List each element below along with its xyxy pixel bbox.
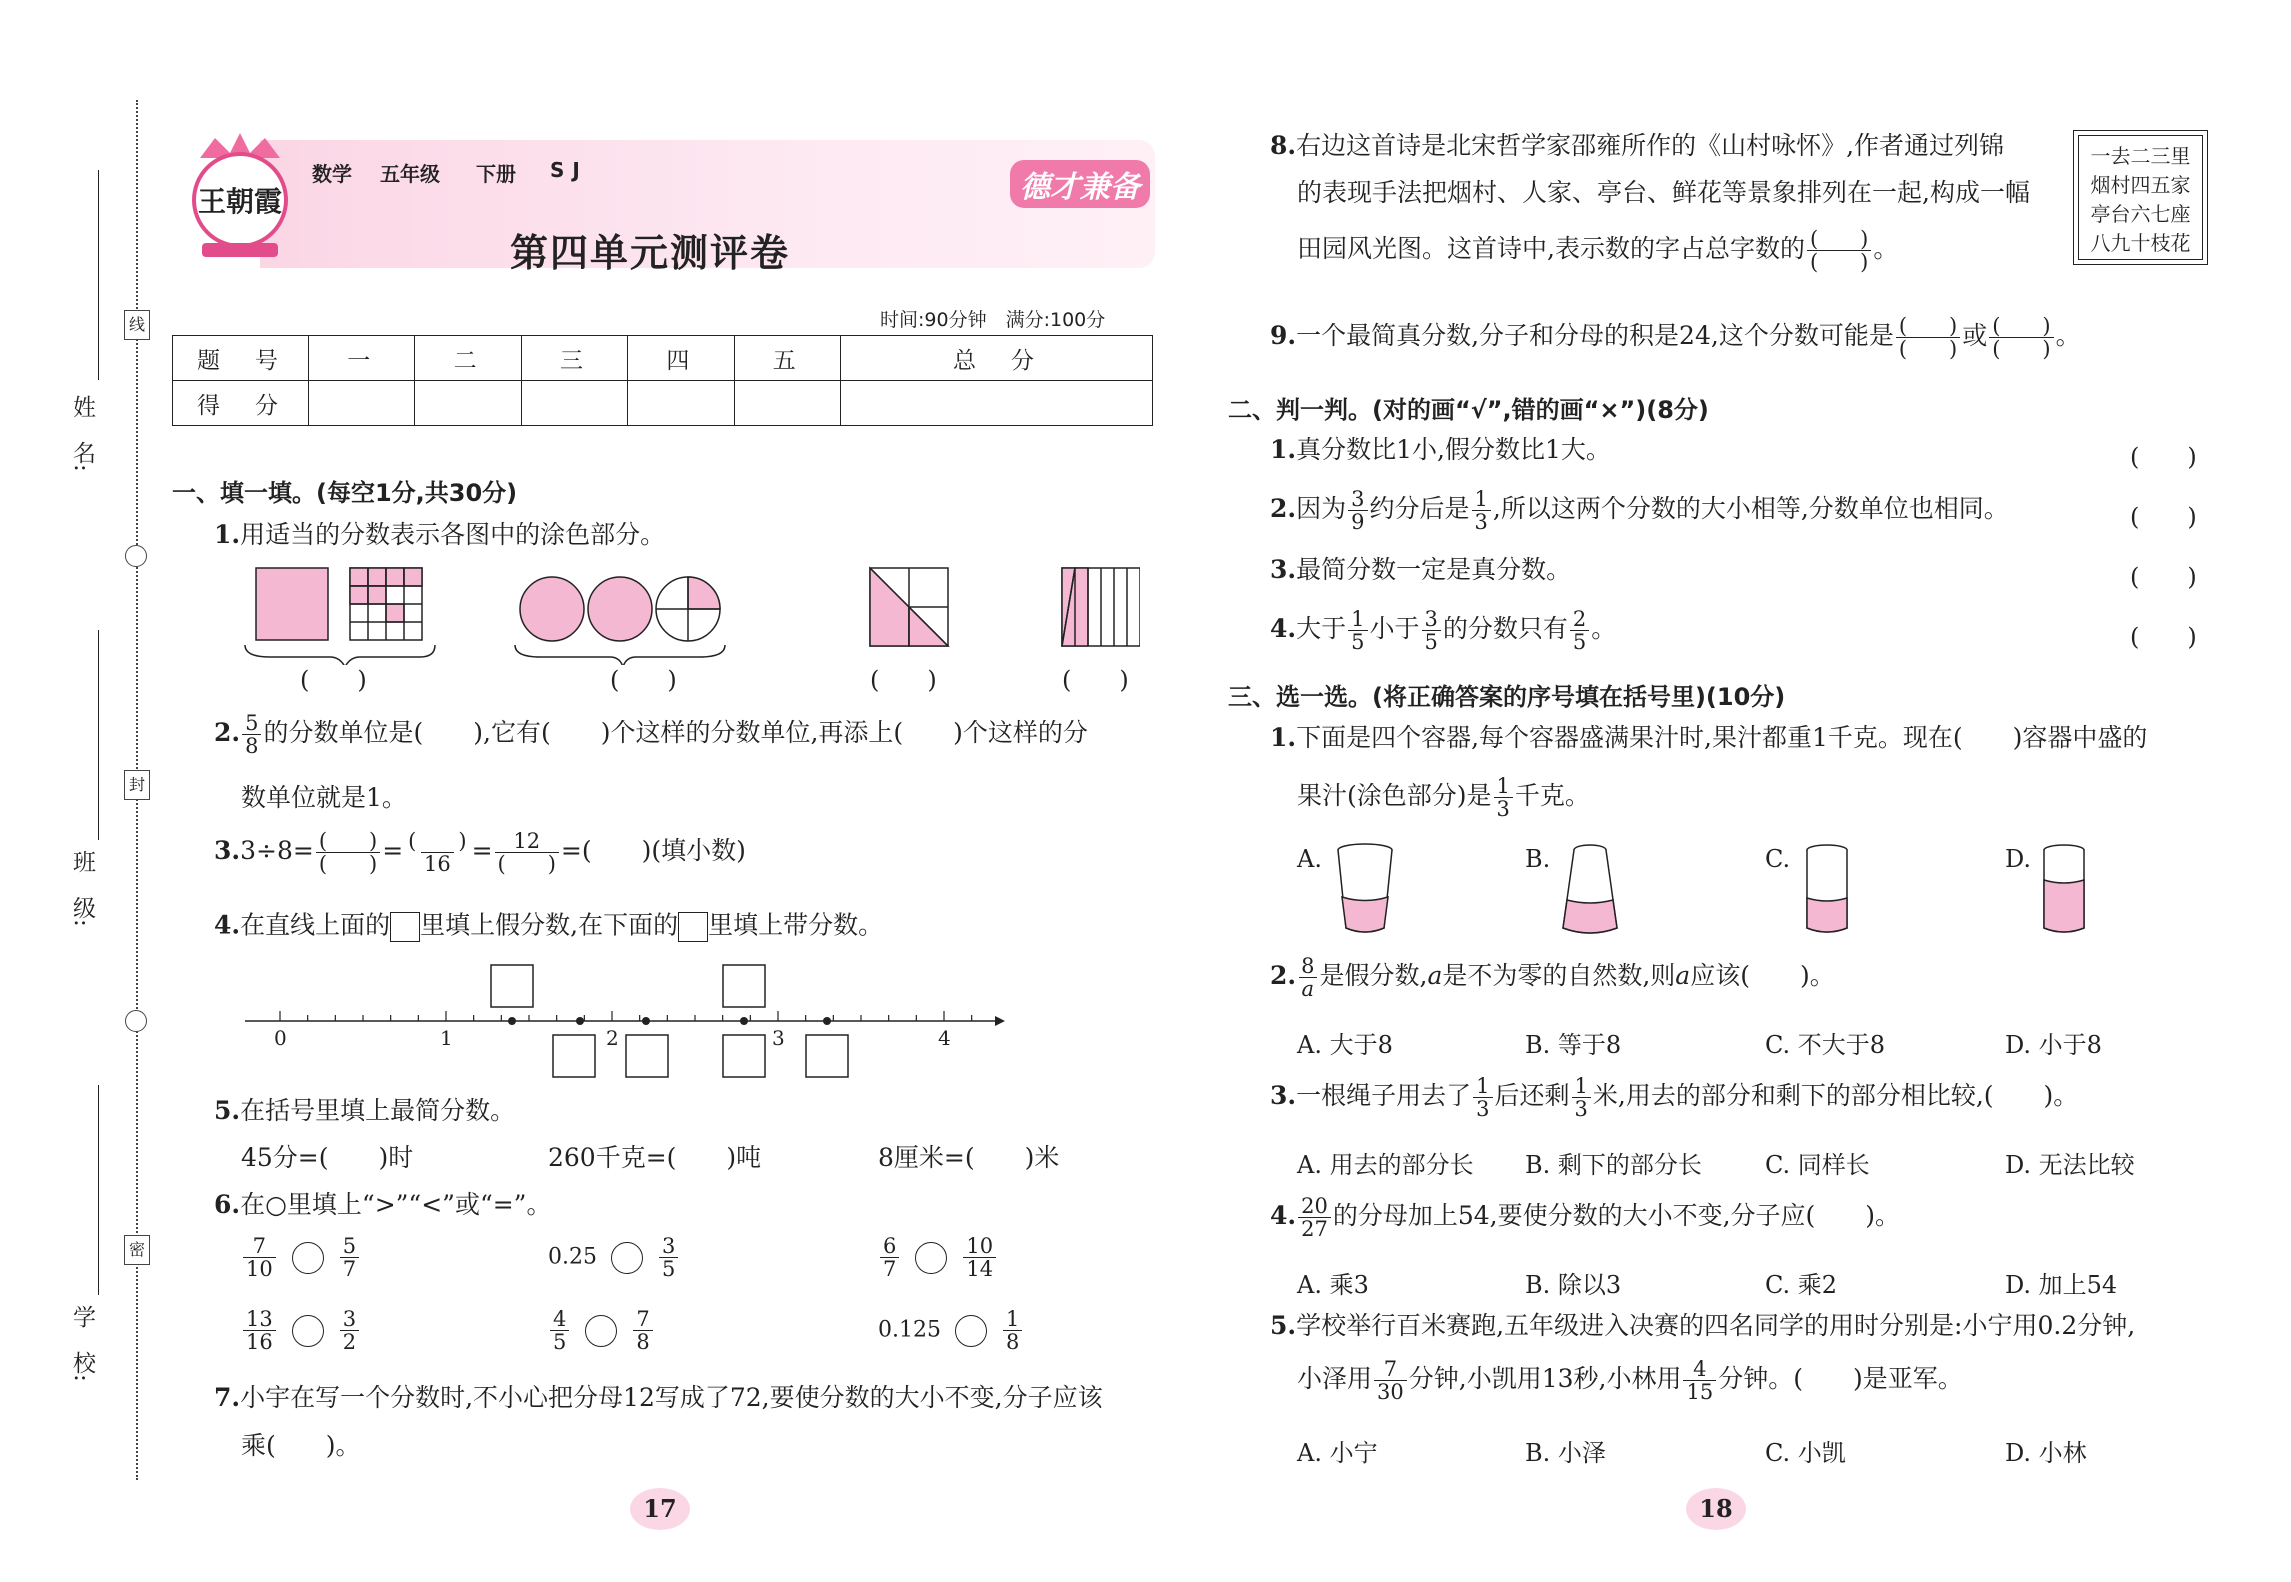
answer-fraction[interactable]: $\frac{( )}{( )}$ xyxy=(1989,315,2053,360)
q-text: 下面是四个容器,每个容器盛满果汁时,果汁都重1千克。现在( )容器中盛的 xyxy=(1296,723,2148,752)
section-2-title: 二、判一判。(对的画“√”,错的画“×”)(8分) xyxy=(1228,396,1709,424)
q1 xyxy=(214,522,665,547)
page-number-18: 18 xyxy=(1686,1488,1746,1530)
q6-row1-c: $\frac{6}{7}$ $\frac{10}{14}$ xyxy=(878,1235,998,1280)
q-number: 6. xyxy=(214,1190,241,1219)
score-cell: 得 分 xyxy=(173,381,309,426)
q8-line1 xyxy=(1270,133,2004,158)
score-cell: 一 xyxy=(309,336,415,381)
tick-label: 1 xyxy=(440,1026,453,1050)
q-text: 田园风光图。这首诗中,表示数的字占总字数的 xyxy=(1297,234,1805,264)
q-number: 4. xyxy=(1270,1201,1297,1231)
j3-answer[interactable]: ( ) xyxy=(2130,563,2197,591)
equals: = xyxy=(471,836,493,866)
xian-mark: 线 xyxy=(124,310,150,340)
c4-option-c[interactable]: C. 乘2 xyxy=(1765,1271,1838,1299)
c5-option-c[interactable]: C. 小凯 xyxy=(1765,1439,1846,1467)
c5-option-a[interactable]: A. 小宁 xyxy=(1297,1439,1378,1467)
tick-label: 3 xyxy=(772,1026,785,1050)
c1-option-a[interactable]: A. xyxy=(1297,845,1322,873)
q-number: 3. xyxy=(214,836,241,866)
j4: 4.大于 $\frac{1}{5}$ 小于 $\frac{3}{5}$ 的分数只有 $\frac{2}{5}$ 。 xyxy=(1270,607,1617,655)
c3-option-c[interactable]: C. 同样长 xyxy=(1765,1151,1870,1179)
denominator[interactable]: ( ) xyxy=(495,852,559,875)
score-input[interactable] xyxy=(415,381,521,426)
poem-line: 一去二三里 xyxy=(2090,144,2191,168)
denominator: 8 xyxy=(242,734,261,757)
q-number: 4. xyxy=(214,910,241,940)
c1-line2: 果汁(涂色部分)是 $\frac{1}{3}$ 千克。 xyxy=(1297,774,1590,822)
poem-line: 烟村四五家 xyxy=(2090,173,2191,197)
q-number: 2. xyxy=(1270,961,1297,991)
binding-margin xyxy=(0,0,170,1582)
name-line xyxy=(98,170,99,380)
c4: 4. $\frac{20}{27}$ 的分母加上54,要使分数的大小不变,分子应( )。 xyxy=(1270,1194,1901,1242)
c3-option-b[interactable]: B. 剩下的部分长 xyxy=(1525,1151,1702,1179)
fraction xyxy=(316,830,380,875)
score-table xyxy=(172,335,1153,426)
q-number: 5. xyxy=(214,1096,241,1125)
score-input[interactable] xyxy=(521,381,627,426)
compare-circle[interactable] xyxy=(292,1315,324,1347)
q-text: 或 xyxy=(1962,321,1988,351)
q-number: 7. xyxy=(214,1383,241,1412)
q5 xyxy=(214,1098,515,1123)
j2-answer[interactable]: ( ) xyxy=(2130,503,2197,531)
q6 xyxy=(214,1192,551,1217)
section-1-title: 一、填一填。(每空1分,共30分) xyxy=(172,479,518,507)
c3-option-a[interactable]: A. 用去的部分长 xyxy=(1297,1151,1474,1179)
numerator[interactable]: ( ) xyxy=(318,829,378,853)
j2: 2.因为 $\frac{3}{9}$ 约分后是 $\frac{1}{3}$ ,所以这两个分数的大小相等,分数单位也相同。 xyxy=(1270,487,2009,535)
c3-option-d[interactable]: D. 无法比较 xyxy=(2005,1151,2135,1179)
c5-option-d[interactable]: D. 小林 xyxy=(2005,1439,2087,1467)
q9 xyxy=(1270,315,2081,360)
scissor-icon xyxy=(125,545,147,567)
compare-circle[interactable] xyxy=(955,1315,987,1347)
denominator[interactable]: ( ) xyxy=(316,852,380,875)
score-input[interactable] xyxy=(628,381,734,426)
score-cell: 五 xyxy=(734,336,840,381)
q-number: 9. xyxy=(1270,321,1297,351)
q-text: 在○里填上“>”“<”或“=”。 xyxy=(240,1190,552,1219)
q6-row1-a: $\frac{7}{10}$ $\frac{5}{7}$ xyxy=(241,1235,361,1280)
fraction xyxy=(242,712,261,757)
c1-line1 xyxy=(1270,725,2147,750)
j3 xyxy=(1270,557,1571,582)
q5-c[interactable]: 8厘米=( )米 xyxy=(878,1143,1060,1172)
q-number: 1. xyxy=(1270,723,1297,752)
scissor-icon xyxy=(125,1010,147,1032)
poem-line: 亭台六七座 xyxy=(2090,202,2191,226)
mi-mark: 密 xyxy=(124,1235,150,1265)
score-cell: 总 分 xyxy=(840,336,1152,381)
badge: 德才兼备 xyxy=(1010,160,1150,208)
q-text: 。 xyxy=(2055,321,2081,351)
q-number: 5. xyxy=(1270,1311,1297,1340)
c4-option-d[interactable]: D. 加上54 xyxy=(2005,1271,2118,1299)
j4-answer[interactable]: ( ) xyxy=(2130,623,2197,651)
score-cell: 二 xyxy=(415,336,521,381)
score-row-marks xyxy=(173,381,1153,426)
score-input[interactable] xyxy=(840,381,1152,426)
compare-circle[interactable] xyxy=(585,1315,617,1347)
score-cell: 题 号 xyxy=(173,336,309,381)
q-number: 2. xyxy=(214,718,241,748)
q-text: 小宇在写一个分数时,不小心把分母12写成了72,要使分数的大小不变,分子应该 xyxy=(240,1383,1103,1412)
tick-label: 4 xyxy=(938,1026,951,1050)
q8-line2: 的表现手法把烟村、人家、亭台、鲜花等景象排列在一起,构成一幅 xyxy=(1297,178,2030,207)
q6-row2-a: $\frac{13}{16}$ $\frac{3}{2}$ xyxy=(241,1308,361,1353)
c1-option-c[interactable]: C. xyxy=(1765,845,1791,873)
q-text: =( )(填小数) xyxy=(560,836,746,866)
c2-option-d[interactable]: D. 小于8 xyxy=(2005,1031,2102,1059)
numerator: 5 xyxy=(245,711,259,735)
school-line xyxy=(98,1085,99,1295)
brand-name: 王朝霞 xyxy=(198,185,283,218)
containers xyxy=(1330,840,2110,940)
class-line xyxy=(98,630,99,840)
c4-option-a[interactable]: A. 乘3 xyxy=(1297,1271,1369,1299)
page-title: 第四单元测评卷 xyxy=(510,231,791,275)
q1-figures xyxy=(240,565,1140,665)
q2-cont: 数单位就是1。 xyxy=(241,783,407,812)
q6-row1-b: 0.25 $\frac{3}{5}$ xyxy=(548,1235,680,1280)
q-number: 3. xyxy=(1270,1081,1297,1111)
grade-label: 五年级 xyxy=(380,162,440,186)
q-text: 用适当的分数表示各图中的涂色部分。 xyxy=(240,520,666,549)
q7-cont[interactable]: 乘( )。 xyxy=(241,1431,361,1460)
time-line: 时间:90分钟 满分:100分 xyxy=(880,309,1106,331)
q8-line3 xyxy=(1297,228,1898,273)
q-number: 2. xyxy=(1270,494,1297,524)
q5-a[interactable]: 45分=( )时 xyxy=(241,1143,414,1172)
c2-option-c[interactable]: C. 不大于8 xyxy=(1765,1031,1886,1059)
q-text: 里填上假分数,在下面的 xyxy=(420,910,679,940)
number-line xyxy=(240,955,1010,1085)
c5-line1 xyxy=(1270,1313,2135,1338)
box-icon xyxy=(390,912,420,942)
c1-option-d[interactable]: D. xyxy=(2005,845,2032,873)
brand-logo xyxy=(180,128,300,263)
fraction xyxy=(405,830,469,875)
c2-option-a[interactable]: A. 大于8 xyxy=(1297,1031,1393,1059)
q2 xyxy=(214,712,1088,757)
c3: 3.一根绳子用去了 $\frac{1}{3}$ 后还剩 $\frac{1}{3}$ 米,用去的部分和剩下的部分相比较,( )。 xyxy=(1270,1074,2079,1122)
score-row-heading xyxy=(173,336,1153,381)
q-text: 的分数单位是( ),它有( )个这样的分数单位,再添上( )个这样的分 xyxy=(263,718,1088,748)
q1-answer-3[interactable]: ( ) xyxy=(870,666,937,694)
c5-line2: 小泽用 $\frac{7}{30}$ 分钟,小凯用13秒,小林用 $\frac{4}{15}$ 分钟。( )是亚军。 xyxy=(1297,1357,1963,1405)
numerator[interactable]: ( ) xyxy=(408,829,467,853)
term-label: 下册 xyxy=(476,162,516,186)
q-number: 1. xyxy=(1270,435,1297,464)
poem-box xyxy=(2073,130,2208,265)
q1-answer-2[interactable]: ( ) xyxy=(610,666,677,694)
class-label: 班 级: xyxy=(69,850,95,927)
j1 xyxy=(1270,437,1611,462)
subject-label: 数学 xyxy=(312,162,352,186)
q-number: 8. xyxy=(1270,131,1297,160)
q6-row2-c: 0.125 $\frac{1}{8}$ xyxy=(878,1308,1024,1353)
q-text: 里填上带分数。 xyxy=(708,910,884,940)
box-icon xyxy=(678,912,708,942)
q-text: 3÷8= xyxy=(240,836,314,866)
q5-b[interactable]: 260千克=( )吨 xyxy=(548,1143,762,1172)
equals: = xyxy=(382,836,404,866)
c4-option-b[interactable]: B. 除以3 xyxy=(1525,1271,1622,1299)
numerator: 12 xyxy=(513,829,541,853)
q-text: 一个最简真分数,分子和分母的积是24,这个分数可能是 xyxy=(1296,321,1894,351)
score-cell: 四 xyxy=(628,336,734,381)
section-3-title: 三、选一选。(将正确答案的序号填在括号里)(10分) xyxy=(1228,683,1786,711)
q1-answer-1[interactable]: ( ) xyxy=(300,666,367,694)
score-input[interactable] xyxy=(309,381,415,426)
q3 xyxy=(214,830,746,875)
q1-answer-4[interactable]: ( ) xyxy=(1062,666,1129,694)
score-cell: 三 xyxy=(521,336,627,381)
q-number: 3. xyxy=(1270,555,1297,584)
q-text: 在直线上面的 xyxy=(240,910,391,940)
compare-circle[interactable] xyxy=(292,1242,324,1274)
tick-label: 0 xyxy=(274,1026,287,1050)
feng-mark: 封 xyxy=(124,770,150,800)
answer-fraction[interactable]: $\frac{( )}{( )}$ xyxy=(1807,228,1871,273)
c2: 2. $\frac{8}{a}$ 是假分数,a是不为零的自然数,则a应该( )。 xyxy=(1270,954,1835,1002)
q4 xyxy=(214,912,883,942)
compare-circle[interactable] xyxy=(611,1242,643,1274)
q-text: 在括号里填上最简分数。 xyxy=(240,1096,516,1125)
c5-option-b[interactable]: B. 小泽 xyxy=(1525,1439,1606,1467)
fraction xyxy=(495,830,559,875)
c2-option-b[interactable]: B. 等于8 xyxy=(1525,1031,1622,1059)
q-number: 4. xyxy=(1270,614,1297,644)
score-input[interactable] xyxy=(734,381,840,426)
q-text: 。 xyxy=(1873,234,1899,264)
school-label: 学 校: xyxy=(69,1305,95,1382)
edition-label: SJ xyxy=(550,158,588,182)
q-text: 最简分数一定是真分数。 xyxy=(1296,555,1572,584)
q-text: 真分数比1小,假分数比1大。 xyxy=(1296,435,1611,464)
q7 xyxy=(214,1385,1103,1410)
name-label: 姓 名: xyxy=(69,395,95,472)
denominator: 16 xyxy=(421,852,454,875)
j1-answer[interactable]: ( ) xyxy=(2130,443,2197,471)
c1-option-b[interactable]: B. xyxy=(1525,845,1551,873)
q-number: 1. xyxy=(214,520,241,549)
compare-circle[interactable] xyxy=(915,1242,947,1274)
page-number-17: 17 xyxy=(630,1488,690,1530)
answer-fraction[interactable]: $\frac{( )}{( )}$ xyxy=(1896,315,1960,360)
tick-label: 2 xyxy=(606,1026,619,1050)
poem-line: 八九十枝花 xyxy=(2090,231,2191,255)
q-text: 学校举行百米赛跑,五年级进入决赛的四名同学的用时分别是:小宁用0.2分钟, xyxy=(1296,1311,2136,1340)
q6-row2-b: $\frac{4}{5}$ $\frac{7}{8}$ xyxy=(548,1308,655,1353)
q-text: 右边这首诗是北宋哲学家邵雍所作的《山村咏怀》,作者通过列锦 xyxy=(1296,131,2005,160)
